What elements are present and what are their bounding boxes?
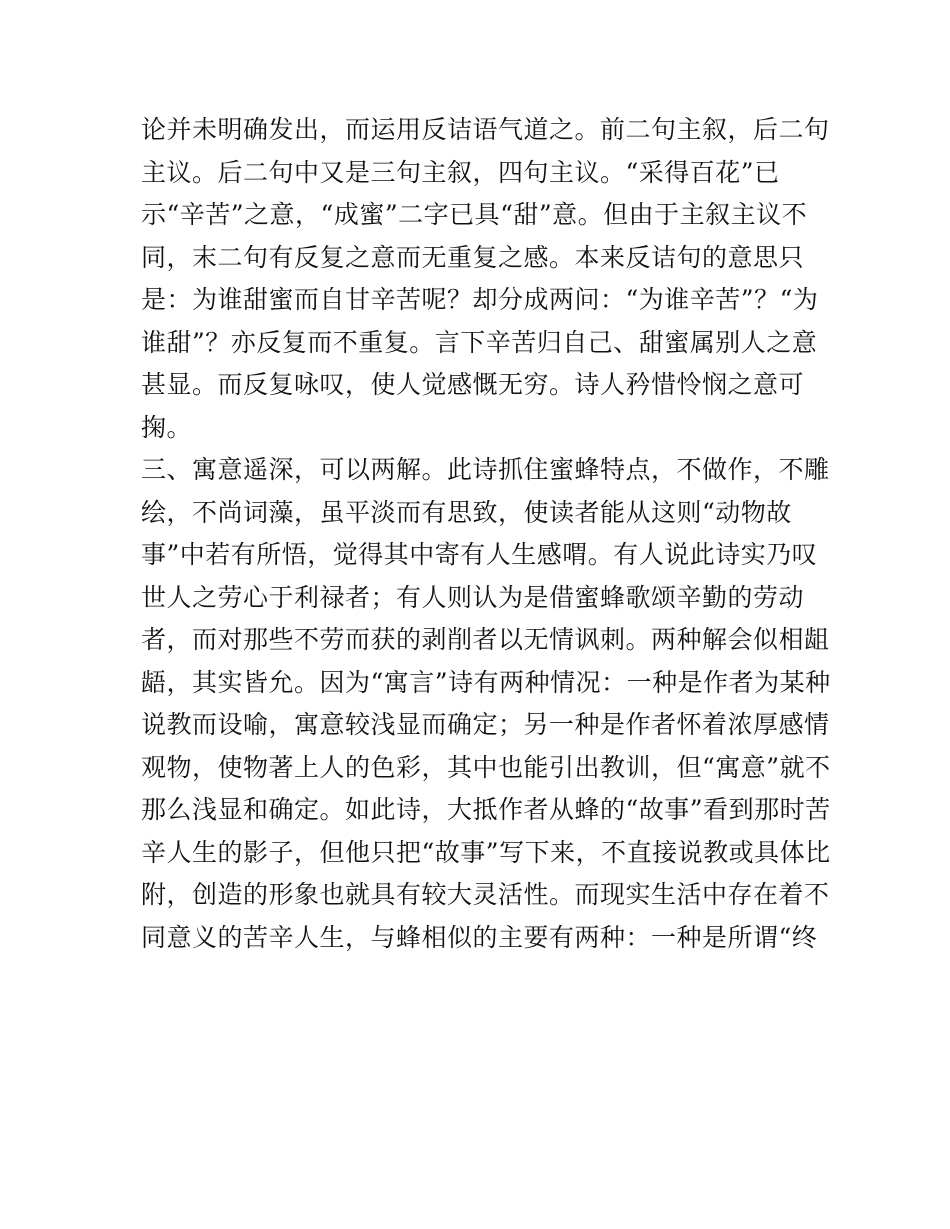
text-line: 主议。后二句中又是三句主叙，四句主议。“采得百花”已 [141,157,780,187]
text-line: 绘，不尚词藻，虽平淡而有思致，使读者能从这则“动物故 [141,497,792,527]
text-line: 事”中若有所悟，觉得其中寄有人生感喟。有人说此诗实乃叹 [141,540,818,569]
text-line: 附，创造的形象也就具有较大灵活性。而现实生活中存在着不 [141,880,830,909]
text-line: 龉，其实皆允。因为“寓言”诗有两种情况：一种是作者为某种 [141,667,831,697]
text-line: 是：为谁甜蜜而自甘辛苦呢？却分成两问：“为谁辛苦”？“为 [141,285,819,314]
text-line: 甚显。而反复咏叹，使人觉感慨无穷。诗人矜惜怜悯之意可 [141,370,805,399]
text-line: 论并未明确发出，而运用反诘语气道之。前二句主叙，后二句 [141,115,830,144]
text-line: 世人之劳心于利禄者；有人则认为是借蜜蜂歌颂辛勤的劳动 [141,582,805,612]
text-line: 同，末二句有反复之意而无重复之感。本来反诘句的意思只 [141,242,805,272]
text-line: 同意义的苦辛人生，与蜂相似的主要有两种：一种是所谓“终 [141,922,818,952]
text-line: 辛人生的影子，但他只把“故事”写下来，不直接说教或具体比 [141,837,831,867]
text-line: 三、寓意遥深，可以两解。此诗抓住蜜蜂特点，不做作，不雕 [141,455,830,484]
text-line: 说教而设喻，寓意较浅显而确定；另一种是作者怀着浓厚感情 [141,710,830,739]
text-line: 者，而对那些不劳而获的剥削者以无情讽刺。两种解会似相龃 [141,625,830,654]
text-line: 那么浅显和确定。如此诗，大抵作者从蜂的“故事”看到那时苦 [141,795,831,824]
text-line: 掬。 [141,412,193,442]
text-line: 示“辛苦”之意，“成蜜”二字已具“甜”意。但由于主叙主议不 [141,200,808,229]
text-line: 观物，使物著上人的色彩，其中也能引出教训，但“寓意”就不 [141,752,831,782]
body-text [141,109,831,959]
text-line: 谁甜”？亦反复而不重复。言下辛苦归自己、甜蜜属别人之意 [141,327,818,357]
